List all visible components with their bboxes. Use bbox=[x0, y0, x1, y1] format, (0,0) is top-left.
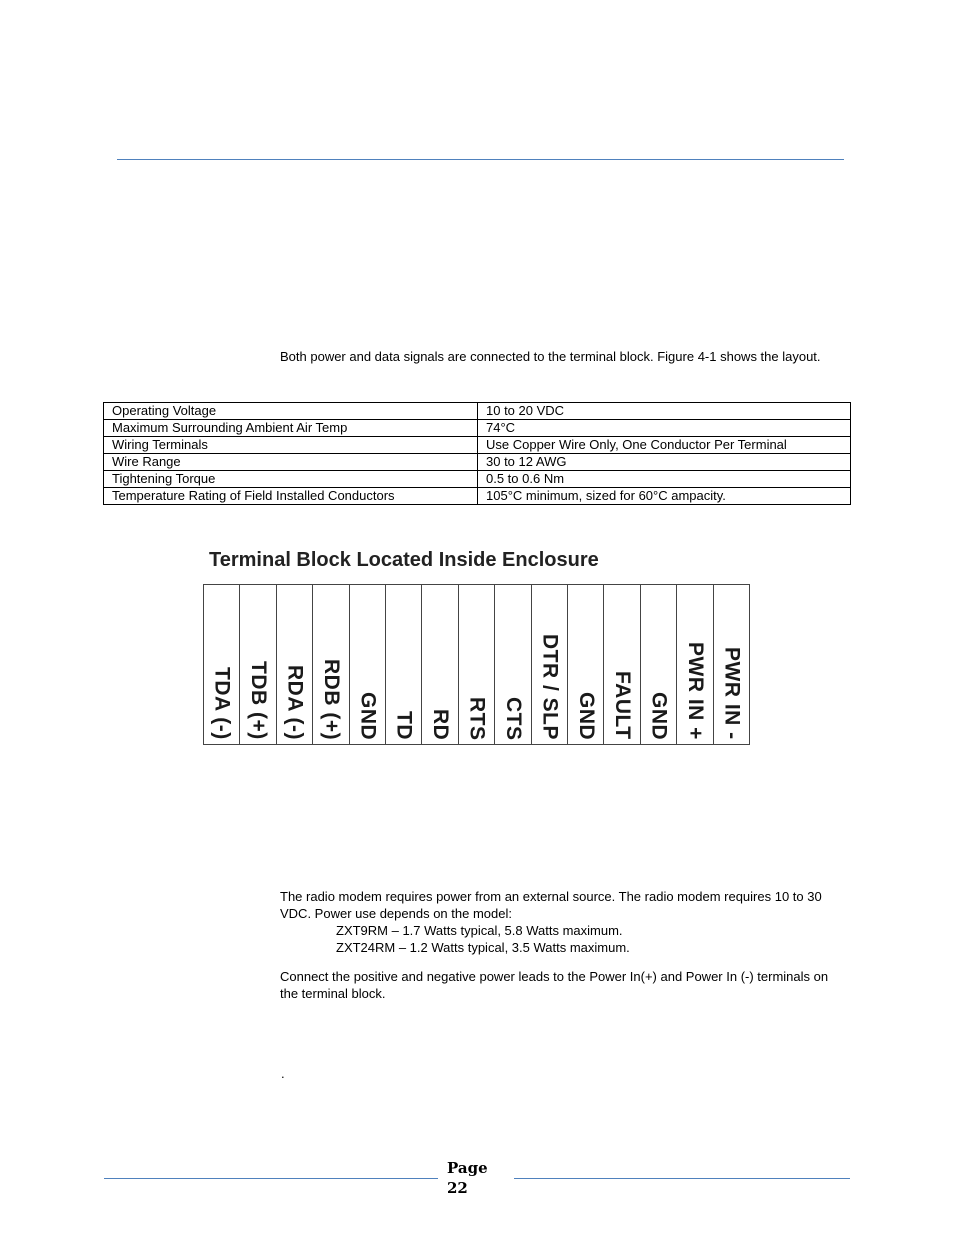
terminal-label: CTS bbox=[501, 696, 525, 740]
spec-value-cell: 105°C minimum, sized for 60°C ampacity. bbox=[478, 488, 851, 505]
spec-name-cell: Temperature Rating of Field Installed Conductors bbox=[104, 488, 478, 505]
terminal-cell bbox=[277, 585, 313, 744]
terminal-label: RDB (+) bbox=[319, 658, 343, 740]
table-row bbox=[104, 488, 851, 505]
footer-rule-right bbox=[514, 1178, 850, 1179]
table-row bbox=[104, 454, 851, 471]
terminal-cell bbox=[422, 585, 458, 744]
terminal-cell bbox=[240, 585, 276, 744]
terminal-cell bbox=[714, 585, 749, 744]
spec-value-cell: 74°C bbox=[478, 420, 851, 437]
terminal-label: RDA (-) bbox=[283, 664, 307, 740]
terminal-label: RD bbox=[429, 708, 453, 740]
connect-power-text: Connect the positive and negative power leads to the Power In(+) and Power In (-) terminals on the terminal block. bbox=[280, 969, 829, 1001]
spec-name-cell: Wiring Terminals bbox=[104, 437, 478, 454]
terminal-cell bbox=[604, 585, 640, 744]
terminal-label: GND bbox=[574, 691, 598, 740]
intro-text: Both power and data signals are connected to the terminal block. Figure 4-1 shows the layout. bbox=[280, 349, 821, 364]
spec-name-cell: Tightening Torque bbox=[104, 471, 478, 488]
terminal-cell bbox=[386, 585, 422, 744]
model-zxt9rm-power: ZXT9RM – 1.7 Watts typical, 5.8 Watts maximum. bbox=[336, 923, 623, 938]
terminal-cell bbox=[677, 585, 713, 744]
terminal-label: PWR IN - bbox=[720, 647, 744, 740]
intro-paragraph bbox=[280, 348, 832, 365]
figure-title: Terminal Block Located Inside Enclosure bbox=[209, 549, 599, 571]
connect-paragraph bbox=[280, 968, 836, 1002]
page-label: Page bbox=[447, 1159, 488, 1177]
terminal-cell bbox=[204, 585, 240, 744]
spec-name-cell: Maximum Surrounding Ambient Air Temp bbox=[104, 420, 478, 437]
table-row bbox=[104, 420, 851, 437]
table-row bbox=[104, 403, 851, 420]
terminal-cell bbox=[495, 585, 531, 744]
terminal-label: TD bbox=[392, 711, 416, 740]
terminal-label: TDB (+) bbox=[247, 661, 271, 740]
spec-value-cell: 0.5 to 0.6 Nm bbox=[478, 471, 851, 488]
trailing-dot: . bbox=[281, 1066, 285, 1081]
terminal-cell bbox=[350, 585, 386, 744]
page-number bbox=[447, 1158, 488, 1198]
terminal-label: GND bbox=[356, 691, 380, 740]
power-requirements-text: The radio modem requires power from an external source. The radio modem requires 10 to 30 VDC. Power use depends on the model: bbox=[280, 889, 822, 921]
page-number-value: 22 bbox=[447, 1179, 468, 1197]
footer-rule-left bbox=[104, 1178, 438, 1179]
terminal-label: DTR / SLP bbox=[538, 633, 562, 740]
terminal-label: PWR IN + bbox=[683, 642, 707, 740]
model-zxt24rm-power: ZXT24RM – 1.2 Watts typical, 3.5 Watts maximum. bbox=[336, 940, 630, 955]
terminal-cell bbox=[459, 585, 495, 744]
terminal-label: TDA (-) bbox=[210, 667, 234, 740]
spec-value-cell: 10 to 20 VDC bbox=[478, 403, 851, 420]
power-paragraph bbox=[280, 888, 836, 956]
spec-name-cell: Wire Range bbox=[104, 454, 478, 471]
header-rule bbox=[117, 159, 844, 160]
spec-value-cell: Use Copper Wire Only, One Conductor Per Terminal bbox=[478, 437, 851, 454]
specifications-table bbox=[103, 402, 851, 505]
spec-value-cell: 30 to 12 AWG bbox=[478, 454, 851, 471]
spec-name-cell: Operating Voltage bbox=[104, 403, 478, 420]
terminal-cell bbox=[532, 585, 568, 744]
terminal-cell bbox=[568, 585, 604, 744]
terminal-label: RTS bbox=[465, 696, 489, 740]
terminal-cell bbox=[641, 585, 677, 744]
terminal-cell bbox=[313, 585, 349, 744]
terminal-block-diagram bbox=[203, 584, 750, 745]
terminal-label: FAULT bbox=[611, 671, 635, 740]
table-row bbox=[104, 437, 851, 454]
table-row bbox=[104, 471, 851, 488]
terminal-label: GND bbox=[647, 691, 671, 740]
